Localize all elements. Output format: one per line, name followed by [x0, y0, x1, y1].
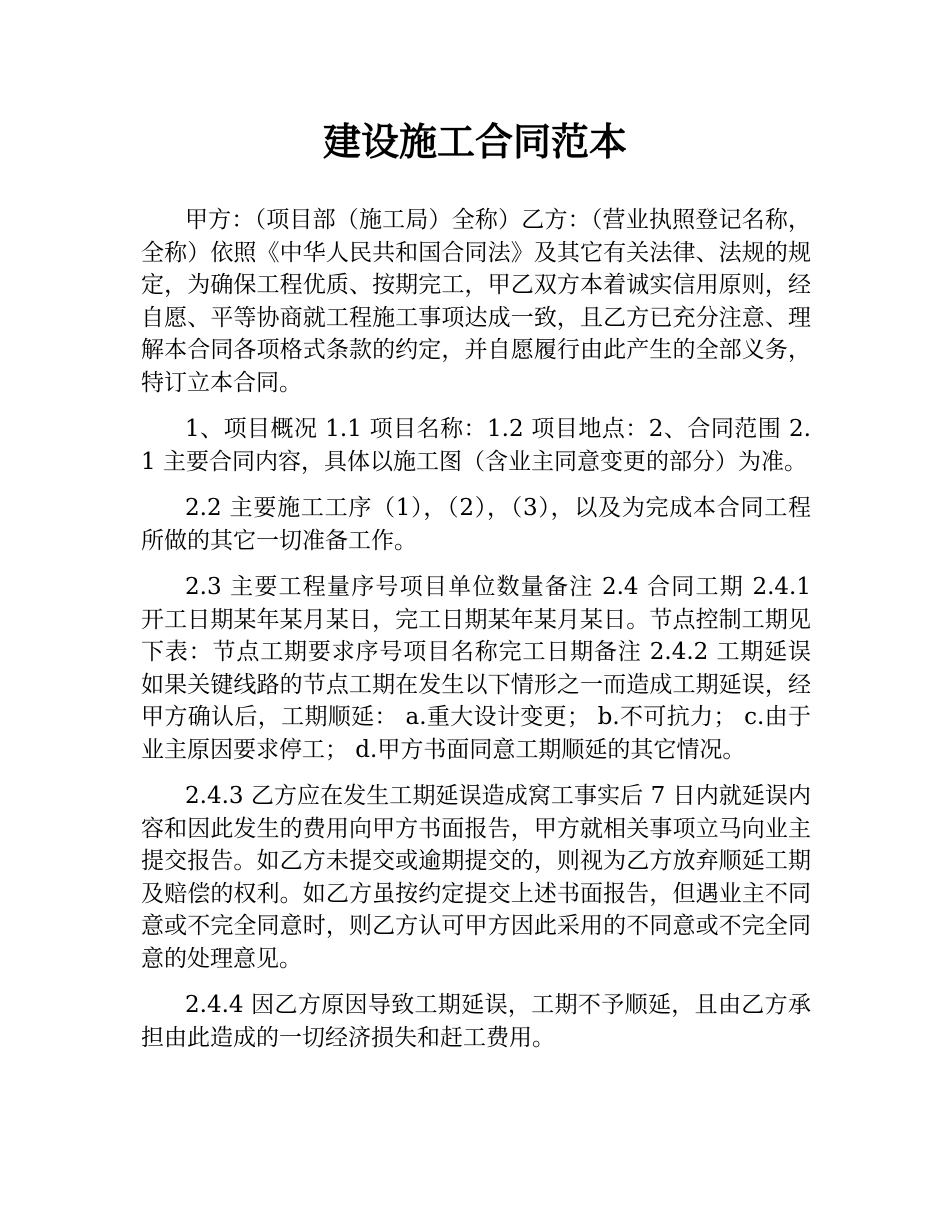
document-body [141, 204, 811, 1068]
document-title: 建设施工合同范本 [322, 119, 627, 164]
paragraph-delay-report: 2.4.3 乙方应在发生工期延误造成窝工事实后 7 日内就延误内容和因此发生的费用向甲方书面报告，甲方就相关事项立马向业主提交报告。如乙方未提交或逾期提交的，则视为乙方放弃顺延工期及赔偿的权利。如乙方虽按约定提交上述书面报告，但遇业主不同意或不完全同意时，则乙方认可甲方因此采用的不同意或不完全同意的处理意见。 [141, 783, 811, 972]
paragraph-project-overview: 1、项目概况 1.1 项目名称：1.2 项目地点：2、合同范围 2.1 主要合同内容，具体以施工图（含业主同意变更的部分）为准。 [141, 416, 811, 475]
paragraph-contract-period: 2.3 主要工程量序号项目单位数量备注 2.4 合同工期 2.4.1 开工日期某年某月某日，完工日期某年某月某日。节点控制工期见下表：节点工期要求序号项目名称完工日期备注 2.4.2 工期延误如果关键线路的节点工期在发生以下情形之一而造成工期延误，经甲方确认后，工期顺延： a.重大设计变更； b.不可抗力； c.由于业主原因要求停工； d.甲方书面同意工期顺延的其它情况。 [141, 574, 811, 763]
paragraph-preamble: 甲方：（项目部（施工局）全称）乙方：（营业执照登记名称，全称）依照《中华人民共和国合同法》及其它有关法律、法规的规定，为确保工程优质、按期完工，甲乙双方本着诚实信用原则，经自愿、平等协商就工程施工事项达成一致，且乙方已充分注意、理解本合同各项格式条款的约定，并自愿履行由此产生的全部义务，特订立本合同。 [141, 207, 811, 396]
paragraph-main-procedures: 2.2 主要施工工序（1），（2），（3），以及为完成本合同工程所做的其它一切准备工作。 [141, 495, 811, 554]
paragraph-delay-liability: 2.4.4 因乙方原因导致工期延误，工期不予顺延，且由乙方承担由此造成的一切经济损失和赶工费用。 [141, 992, 811, 1051]
